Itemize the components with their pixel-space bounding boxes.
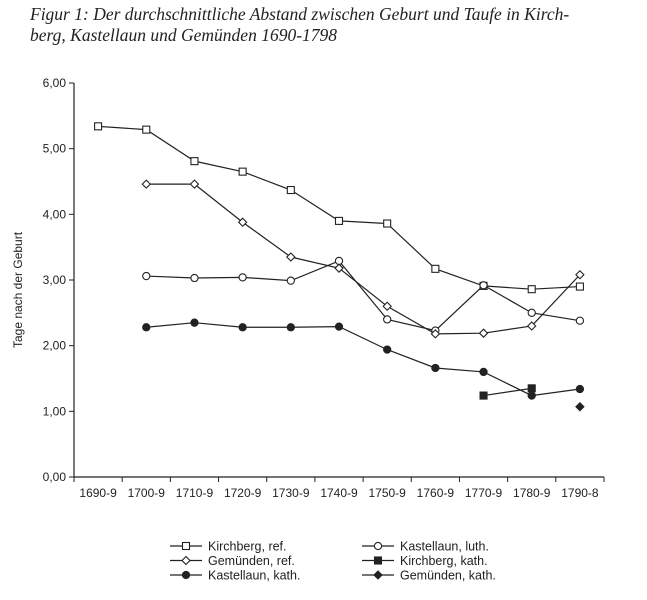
data-point: [576, 317, 583, 324]
data-point: [239, 324, 246, 331]
series-4: [143, 319, 584, 399]
data-point: [182, 557, 190, 565]
series-line: [146, 323, 580, 396]
data-point: [287, 187, 294, 194]
data-point: [384, 220, 391, 227]
legend-item: [170, 554, 295, 568]
data-point: [432, 265, 439, 272]
caption-line-1: Figur 1: Der durchschnittliche Abstand zwischen Geburt und Taufe in Kirch-: [30, 4, 570, 24]
y-tick-label: 5,00: [42, 141, 66, 156]
legend-label: Kirchberg, kath.: [400, 554, 488, 568]
data-point: [576, 283, 583, 290]
series-2: [142, 180, 584, 338]
x-tick-label: 1740-9: [320, 486, 358, 500]
legend-label: Gemünden, kath.: [400, 568, 496, 583]
data-point: [528, 385, 535, 392]
x-tick-label: 1690-9: [79, 486, 117, 500]
series-1: [143, 257, 584, 334]
data-point: [576, 403, 584, 411]
x-tick-label: 1790-8: [561, 486, 599, 500]
caption-line-2: berg, Kastellaun und Gemünden 1690-1798: [30, 25, 338, 45]
x-tick-label: 1720-9: [223, 486, 262, 500]
data-point: [528, 392, 535, 399]
data-point: [287, 277, 294, 284]
data-point: [191, 274, 198, 281]
y-tick-label: 6,00: [42, 76, 66, 90]
data-point: [239, 168, 246, 175]
data-point: [336, 217, 343, 224]
data-point: [95, 123, 102, 130]
data-point: [287, 253, 295, 261]
data-point: [191, 319, 198, 326]
y-tick-label: 3,00: [42, 273, 66, 287]
legend-item: [170, 569, 300, 583]
chart-series: [95, 123, 584, 411]
data-point: [287, 324, 294, 331]
data-point: [142, 180, 150, 188]
legend-label: Gemünden, ref.: [208, 554, 295, 568]
x-tick-label: 1750-9: [368, 486, 406, 500]
legend-item: [362, 540, 489, 554]
x-tick-label: 1730-9: [272, 486, 310, 500]
data-point: [528, 309, 535, 316]
series-5: [576, 403, 584, 411]
series-3: [480, 385, 535, 399]
data-point: [374, 542, 381, 549]
legend-label: Kirchberg, ref.: [208, 539, 287, 554]
chart-legend: [170, 540, 496, 583]
data-point: [480, 282, 487, 289]
legend-item: [170, 540, 287, 554]
series-line: [146, 184, 580, 334]
data-point: [480, 329, 488, 337]
data-point: [384, 346, 391, 353]
data-point: [432, 364, 439, 371]
data-point: [375, 557, 382, 564]
data-point: [384, 316, 391, 323]
x-tick-label: 1770-9: [464, 486, 503, 500]
data-point: [335, 323, 342, 330]
legend-label: Kastellaun, luth.: [400, 539, 489, 554]
data-point: [576, 385, 583, 392]
data-point: [528, 286, 535, 293]
legend-item: [362, 554, 488, 568]
data-point: [374, 571, 382, 579]
x-tick-label: 1710-9: [175, 486, 214, 500]
y-tick-label: 0,00: [42, 470, 66, 484]
x-tick-label: 1780-9: [513, 486, 551, 500]
data-point: [143, 126, 150, 133]
legend-label: Kastellaun, kath.: [208, 568, 301, 583]
data-point: [183, 543, 190, 550]
y-axis-label: Tage nach der Geburt: [11, 231, 25, 349]
y-tick-label: 4,00: [42, 207, 66, 222]
data-point: [239, 274, 246, 281]
data-point: [182, 571, 189, 578]
data-point: [143, 324, 150, 331]
legend-item: [362, 569, 496, 583]
y-tick-label: 2,00: [42, 338, 66, 353]
data-point: [480, 368, 487, 375]
x-tick-label: 1700-9: [127, 486, 165, 500]
data-point: [191, 158, 198, 165]
series-line: [146, 261, 580, 331]
data-point: [480, 392, 487, 399]
x-tick-label: 1760-9: [416, 486, 455, 500]
y-tick-label: 1,00: [42, 404, 66, 419]
data-point: [143, 272, 150, 279]
